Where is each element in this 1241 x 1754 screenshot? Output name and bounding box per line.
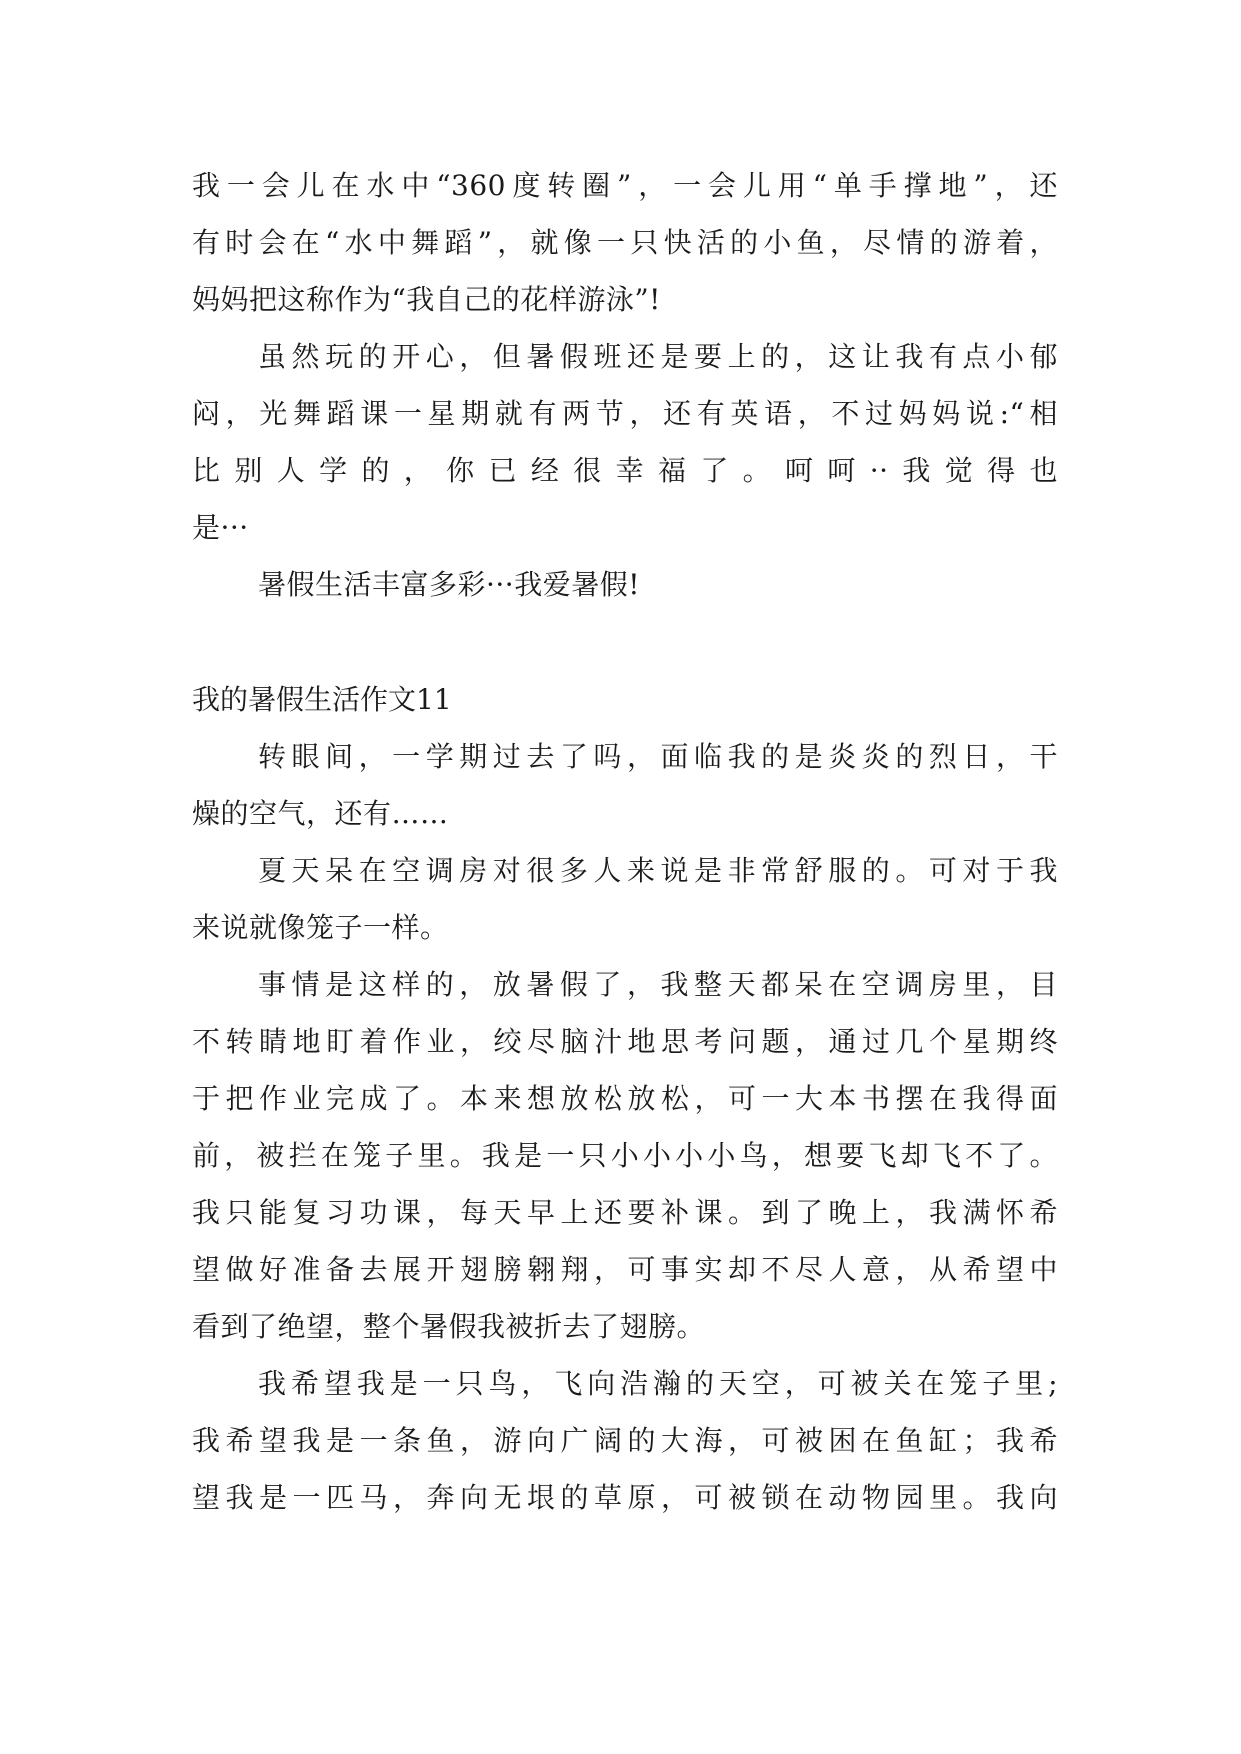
paragraph-line: 闷，光舞蹈课一星期就有两节，还有英语，不过妈妈说:“相 [192, 397, 1058, 430]
paragraph-line: 妈妈把这称作为“我自己的花样游泳”! [192, 283, 661, 316]
paragraph-line: 望做好准备去展开翅膀翱翔，可事实却不尽人意，从希望中 [192, 1253, 1058, 1286]
paragraph-line: 是··· [192, 511, 249, 544]
paragraph-line: 于把作业完成了。本来想放松放松，可一大本书摆在我得面 [192, 1082, 1058, 1115]
paragraph-line: 事情是这样的，放暑假了，我整天都呆在空调房里，目 [258, 968, 1058, 1001]
paragraph-line: 前，被拦在笼子里。我是一只小小小小鸟，想要飞却飞不了。 [192, 1139, 1058, 1172]
paragraph-line: 夏天呆在空调房对很多人来说是非常舒服的。可对于我 [258, 854, 1058, 887]
paragraph-line: 虽然玩的开心，但暑假班还是要上的，这让我有点小郁 [258, 340, 1058, 373]
paragraph-line: 看到了绝望，整个暑假我被折去了翅膀。 [192, 1310, 706, 1343]
paragraph-line: 不转睛地盯着作业，绞尽脑汁地思考问题，通过几个星期终 [192, 1025, 1058, 1058]
paragraph-line: 我只能复习功课，每天早上还要补课。到了晚上，我满怀希 [192, 1196, 1058, 1229]
paragraph-line: 我希望我是一只鸟，飞向浩瀚的天空，可被关在笼子里; [258, 1367, 1058, 1400]
paragraph-line: 燥的空气，还有…… [192, 797, 449, 830]
paragraph-line: 转眼间，一学期过去了吗，面临我的是炎炎的烈日，干 [258, 740, 1058, 773]
paragraph-line: 暑假生活丰富多彩···我爱暑假! [258, 568, 640, 601]
section-heading: 我的暑假生活作文11 [192, 683, 452, 716]
paragraph-line: 望我是一匹马，奔向无垠的草原，可被锁在动物园里。我向 [192, 1481, 1058, 1514]
paragraph-line: 来说就像笼子一样。 [192, 911, 449, 944]
paragraph-line: 我希望我是一条鱼，游向广阔的大海，可被困在鱼缸；我希 [192, 1424, 1058, 1457]
paragraph-line: 我一会儿在水中“360度转圈”，一会儿用“单手撑地”，还 [192, 169, 1058, 202]
paragraph-line: 比别人学的，你已经很幸福了。呵呵··我觉得也 [192, 454, 1058, 487]
paragraph-line: 有时会在“水中舞蹈”，就像一只快活的小鱼，尽情的游着， [192, 226, 1058, 259]
